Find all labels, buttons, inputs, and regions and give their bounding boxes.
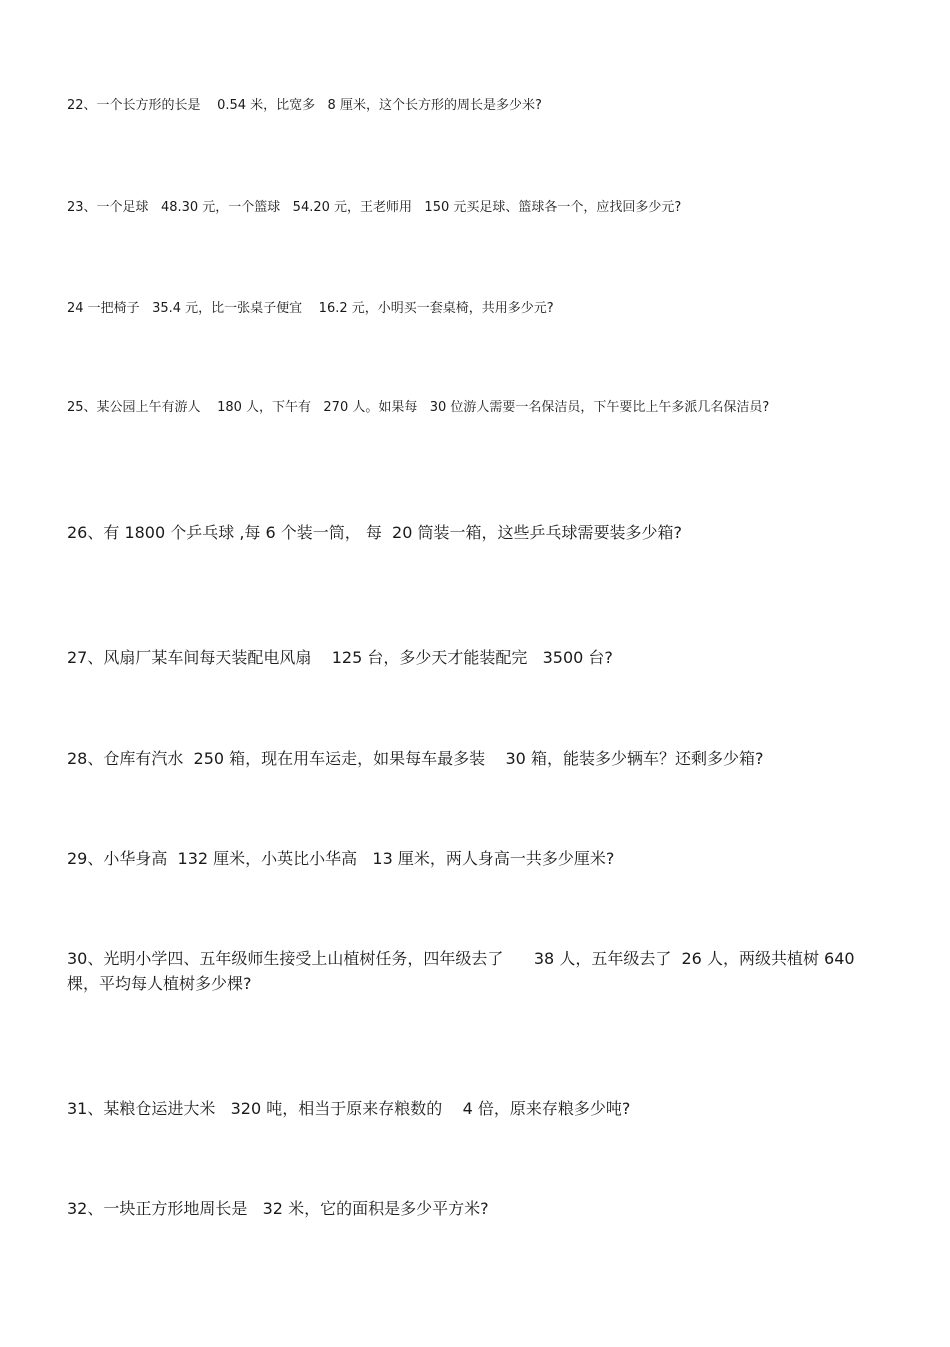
question-22: 22、一个长方形的长是 0.54 米，比宽多 8 厘米，这个长方形的周长是多少米? [67,98,542,113]
question-23: 23、一个足球 48.30 元，一个篮球 54.20 元，王老师用 150 元买足球、篮球各一个，应找回多少元? [67,200,682,215]
question-31: 31、某粮仓运进大米 320 吨，相当于原来存粮数的 4 倍，原来存粮多少吨? [67,1099,631,1118]
question-27: 27、风扇厂某车间每天装配电风扇 125 台，多少天才能装配完 3500 台? [67,648,613,667]
question-24: 24 一把椅子 35.4 元，比一张桌子便宜 16.2 元，小明买一套桌椅，共用多少元? [67,301,554,316]
question-30: 30、光明小学四、五年级师生接受上山植树任务，四年级去了 38 人，五年级去了 26 人，两级共植树 640 棵，平均每人植树多少棵? [67,949,860,993]
question-26: 26、有 1800 个乒乓球 ,每 6 个装一筒， 每 20 筒装一箱，这些乒乓球需要装多少箱? [67,523,682,542]
question-25: 25、某公园上午有游人 180 人，下午有 270 人。如果每 30 位游人需要一名保洁员，下午要比上午多派几名保洁员? [67,400,770,415]
question-28: 28、仓库有汽水 250 箱，现在用车运走，如果每车最多装 30 箱，能装多少辆车？还剩多少箱? [67,749,764,768]
question-32: 32、一块正方形地周长是 32 米，它的面积是多少平方米? [67,1199,489,1218]
question-29: 29、小华身高 132 厘米，小英比小华高 13 厘米，两人身高一共多少厘米? [67,849,615,868]
